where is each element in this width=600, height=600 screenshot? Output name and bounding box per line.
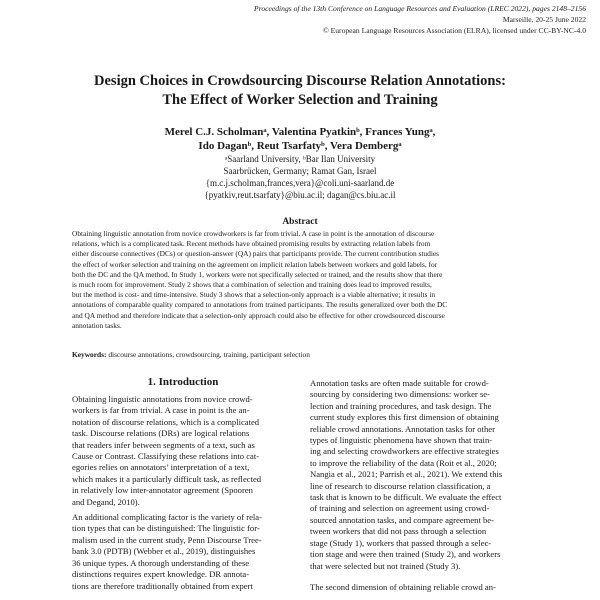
body-line: reliable crowd annotations. Annotation tasks for other [310,423,495,434]
body-line: to improve the reliability of the data (Roit et al., 2020; [310,457,497,468]
body-line: which makes it a particularly difficult task, as reflected [72,473,262,484]
affiliation-line-2: Saarbrücken, Germany; Ramat Gan, Israel [223,166,377,176]
abstract-line: but the method is cost- and time-intensive. Study 3 shows that a selection-only approach is a viable alternative; it results in [72,290,436,300]
body-line: lection and training procedures, and task design. The [310,400,492,411]
email-line-1: {m.c.j.scholman,frances,vera}@coli.uni-saarland.de [205,178,395,188]
body-line: Obtaining linguistic annotations from novice crowd- [72,394,253,404]
body-line: stage (Study 1), workers that passed through a selec- [310,537,492,548]
body-line: An additional complicating factor is the variety of rela- [72,512,262,523]
body-line: 36 unique types. A thorough understanding of these [72,557,250,568]
abstract-line: the effect of worker selection and training on the agreement on implicit relation labels between workers and gold labels, for [72,259,438,269]
authors-line-1: Merel C.J. Scholmanᵃ, Valentina Pyatkinᵇ, Frances Yungᵃ, [164,126,436,138]
keywords-text: discourse annotations, crowdsourcing, training, participant selection [108,350,310,359]
abstract-line: Obtaining linguistic annotation from novice crowdworkers is far from trivial. A case in point is the annotation of discourse [72,229,435,238]
body-line: that were selected but not trained (Study 3). [310,560,461,571]
body-line: bank 3.0 (PDTB) (Webber et al., 2019), distinguishes [72,546,256,557]
section-heading-introduction: 1. Introduction [147,376,219,388]
abstract-line: annotation tasks. [72,320,122,330]
body-line: Nangia et al., 2021; Parrish et al., 2021). We extend this [310,469,503,480]
right-column [310,378,532,593]
abstract-line: is much room for improvement. Study 2 shows that a combination of selection and training does lead to improved results, [72,280,432,290]
abstract-body [72,229,528,331]
body-line: tion types that can be distinguished: The linguistic for- [72,523,260,534]
body-line: tween workers that did not pass through a selection [310,526,487,537]
abstract-heading: Abstract [282,217,318,227]
body-line: egories relies on annotators’ interpretation of a text, [72,462,250,473]
license-line: © European Language Resources Association (ELRA), licensed under CC-BY-NC-4.0 [322,26,586,35]
venue-line: Marseille, 20-25 June 2022 [502,15,586,24]
body-line: current study explores this first dimension of obtaining [310,412,499,423]
author-list [80,125,520,153]
body-line: in relatively low inter-annotator agreement (Spooren [72,485,253,496]
body-line: Annotation tasks are often made suitable for crowd- [310,378,489,388]
body-line: Cause or Contrast. Classifying these relations into cat- [72,451,260,462]
body-line: that readers infer between segments of a text, such as [72,439,255,450]
abstract-line: and QA method and therefore indicate that a selection-only approach could also be effective for other crowdsourced discourse [72,310,445,320]
left-column [72,394,294,592]
body-line: sourcing by considering two dimensions: worker se- [310,389,490,400]
affiliation-line-1: ᵃSaarland University, ᵇBar Ilan University [224,154,376,164]
keywords [72,350,528,360]
body-line: tions are therefore traditionally obtained from expert [72,580,253,591]
body-line: ing and selecting crowdworkers are effective strategies [310,446,499,457]
body-line: of training and selection on agreement using crowd- [310,503,490,514]
body-line: types of linguistic phenomena have shown that train- [310,435,493,446]
conference-header [166,3,586,36]
proceedings-line: Proceedings of the 13th Conference on Language Resources and Evaluation (LREC 2022), pages 2148–2156 [254,4,586,13]
body-line: task that is known to be difficult. We evaluate the effect [310,492,502,503]
affiliations [100,153,500,201]
body-line: malism used in the current study, Penn Discourse Tree- [72,534,262,545]
abstract-line: both the DC and the QA method. In Study 1, workers were not specifically selected or trained, and the results show that there [72,269,443,279]
abstract-line: annotations of comparable quality compared to annotations from trained participants. The results generalized over both the DC [72,300,448,310]
abstract-line: either discourse connectives (DCs) or question-answer (QA) pairs that participants provide. The current contribution studies [72,249,440,259]
body-line: line of research to discourse relation classification, a [310,480,491,491]
body-line: notation of discourse relations, which is a complicated [72,416,260,427]
paper-title [40,72,560,110]
body-line: task. Discourse relations (DRs) are logical relations [72,428,250,439]
body-line: workers is far from trivial. A case in point is the an- [72,405,250,416]
body-line: distinctions requires expert knowledge. DR annota- [72,569,250,580]
body-line: The second dimension of obtaining reliable crowd an- [310,581,496,592]
title-line-1: Design Choices in Crowdsourcing Discourse Relation Annotations: [94,73,506,89]
title-line-2: The Effect of Worker Selection and Training [162,92,438,108]
email-line-2: {pyatkiv,reut.tsarfaty}@biu.ac.il; dagan@cs.biu.ac.il [204,190,396,200]
body-line: tion stage and were then trained (Study 2), and workers [310,549,501,560]
abstract-line: relations, which is a complicated task. Recent methods have obtained promising results by extracting relation labels from [72,239,431,249]
keywords-label: Keywords: [72,350,107,359]
body-line: sourced annotation tasks, and compare agreement be- [310,514,494,525]
authors-line-2: Ido Daganᵇ, Reut Tsarfatyᵇ, Vera Dembergᵃ [198,140,402,152]
body-line: and Degand, 2010). [72,496,140,507]
